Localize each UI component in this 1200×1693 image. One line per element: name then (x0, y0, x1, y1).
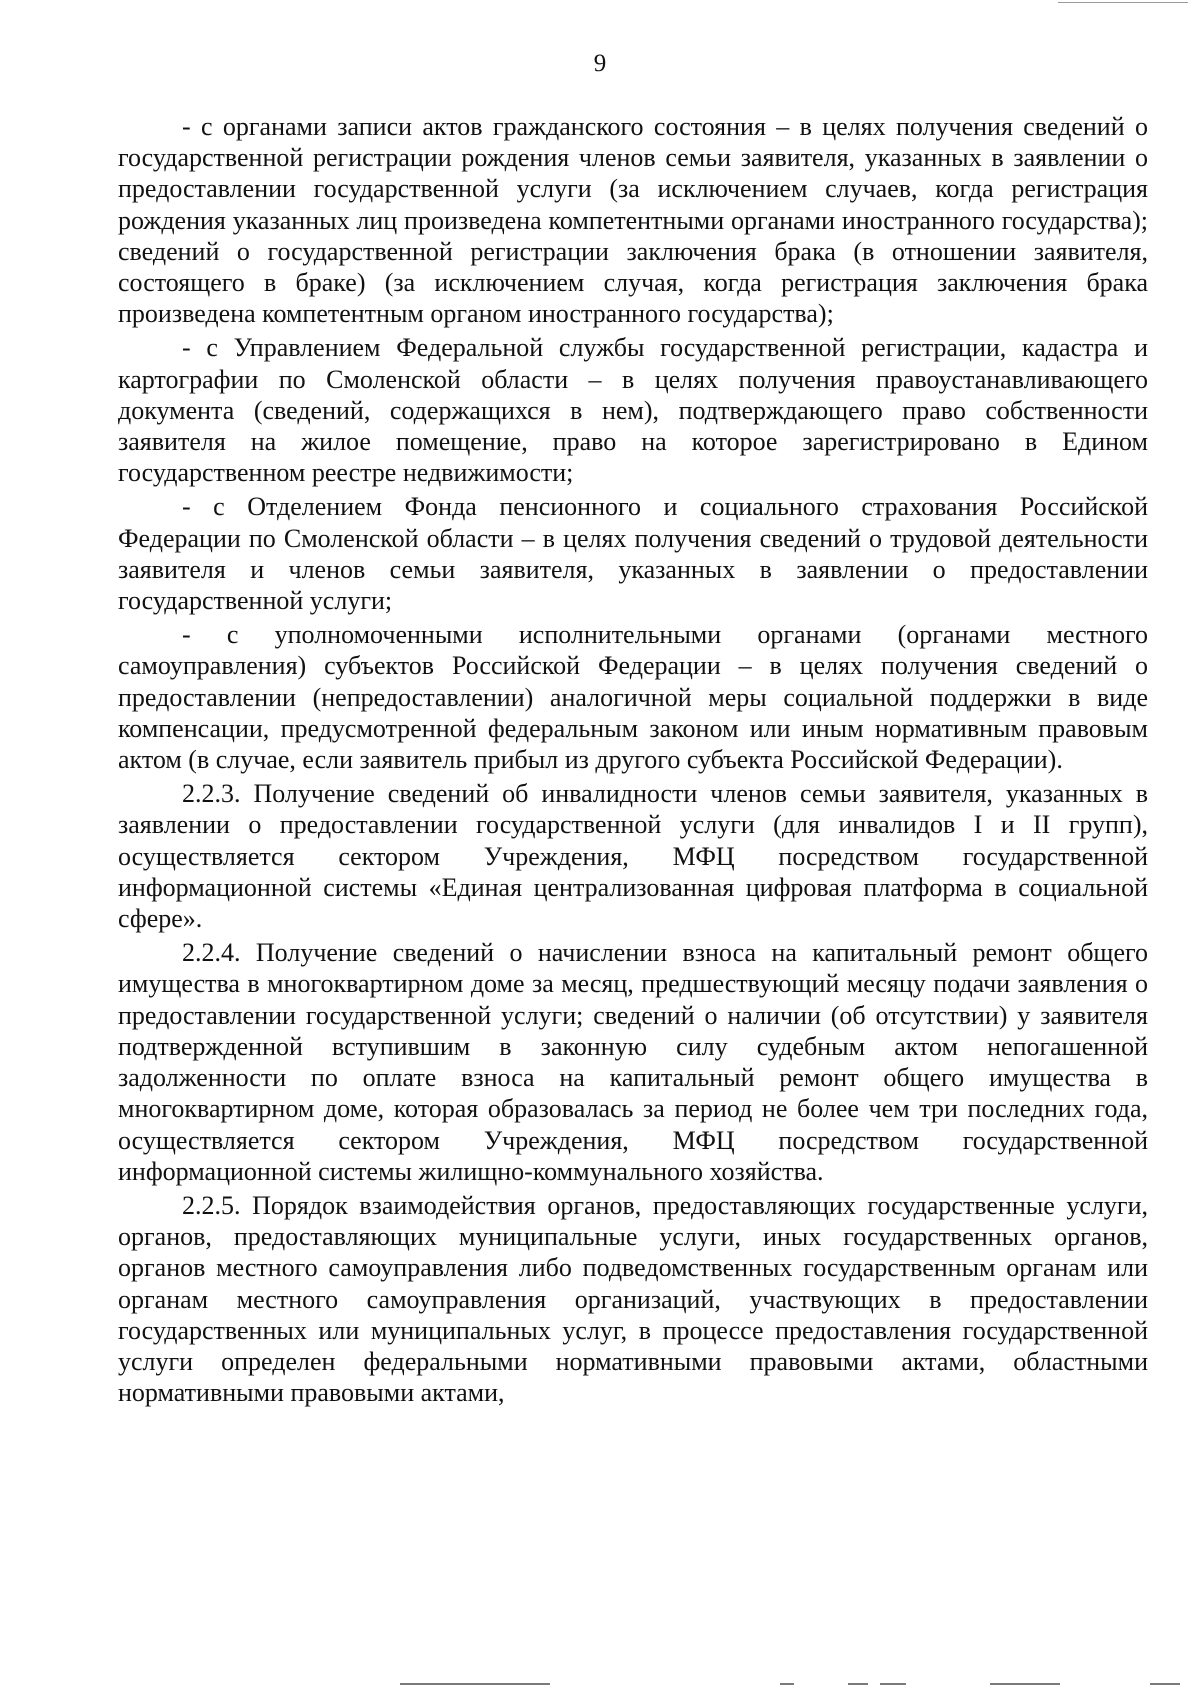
scan-edge-mark (880, 1683, 906, 1685)
scan-edge-mark (780, 1683, 794, 1685)
paragraph-regional-authorities: - с уполномоченными исполнительными органами (органами местного самоуправления) субъектов Российской Федерации – в целях получения сведений о предоставлении (непредоставлении) аналогичной меры социальной поддержки в виде компенсации, предусмотренной федеральным законом или иным нормативным правовым актом (в случае, если заявитель прибыл из другого субъекта Российской Федерации). (118, 620, 1148, 775)
scan-edge-mark (1150, 1683, 1180, 1685)
paragraph-2-2-3: 2.2.3. Получение сведений об инвалидности членов семьи заявителя, указанных в заявлении о предоставлении государственной услуги (для инвалидов I и II групп), осуществляется сектором Учреждения, МФЦ посредством государственной информационной системы «Единая централизованная цифровая платформа в социальной сфере». (118, 779, 1148, 934)
scan-edge-mark (1058, 2, 1188, 3)
scan-edge-mark (400, 1683, 550, 1685)
paragraph-2-2-4: 2.2.4. Получение сведений о начислении взноса на капитальный ремонт общего имущества в многоквартирном доме за месяц, предшествующий месяцу подачи заявления о предоставлении государственной услуги; сведений о наличии (об отсутствии) у заявителя подтвержденной вступившим в законную силу судебным актом непогашенной задолженности по оплате взноса на капитальный ремонт общего имущества в многоквартирном доме, которая образовалась за период не более чем три последних года, осуществляется сектором Учреждения, МФЦ посредством государственной информационной системы жилищно-коммунального хозяйства. (118, 938, 1148, 1186)
paragraph-rosreestr: - с Управлением Федеральной службы государственной регистрации, кадастра и картографии по Смоленской области – в целях получения правоустанавливающего документа (сведений, содержащихся в нем), подтверждающего право собственности заявителя на жилое помещение, право на которое зарегистрировано в Едином государственном реестре недвижимости; (118, 333, 1148, 488)
scan-edge-mark (990, 1683, 1060, 1685)
document-body (118, 111, 1148, 1411)
scan-edge-mark (848, 1683, 868, 1685)
paragraph-pension-fund: - с Отделением Фонда пенсионного и социального страхования Российской Федерации по Смоленской области – в целях получения сведений о трудовой деятельности заявителя и членов семьи заявителя, указанных в заявлении о предоставлении государственной услуги; (118, 492, 1148, 616)
page-number: 9 (593, 50, 607, 77)
paragraph-civil-registry: - с органами записи актов гражданского состояния – в целях получения сведений о государственной регистрации рождения членов семьи заявителя, указанных в заявлении о предоставлении государственной услуги (за исключением случаев, когда регистрация рождения указанных лиц произведена компетентными органами иностранного государства); сведений о государственной регистрации заключения брака (в отношении заявителя, состоящего в браке) (за исключением случая, когда регистрация заключения брака произведена компетентным органом иностранного государства); (118, 112, 1148, 329)
paragraph-2-2-5: 2.2.5. Порядок взаимодействия органов, предоставляющих государственные услуги, органов, предоставляющих муниципальные услуги, иных государственных органов, органов местного самоуправления либо подведомственных государственным органам или органам местного самоуправления организаций, участвующих в предоставлении государственных или муниципальных услуг, в процессе предоставления государственной услуги определен федеральными нормативными правовыми актами, областными нормативными правовыми актами, (118, 1190, 1148, 1408)
